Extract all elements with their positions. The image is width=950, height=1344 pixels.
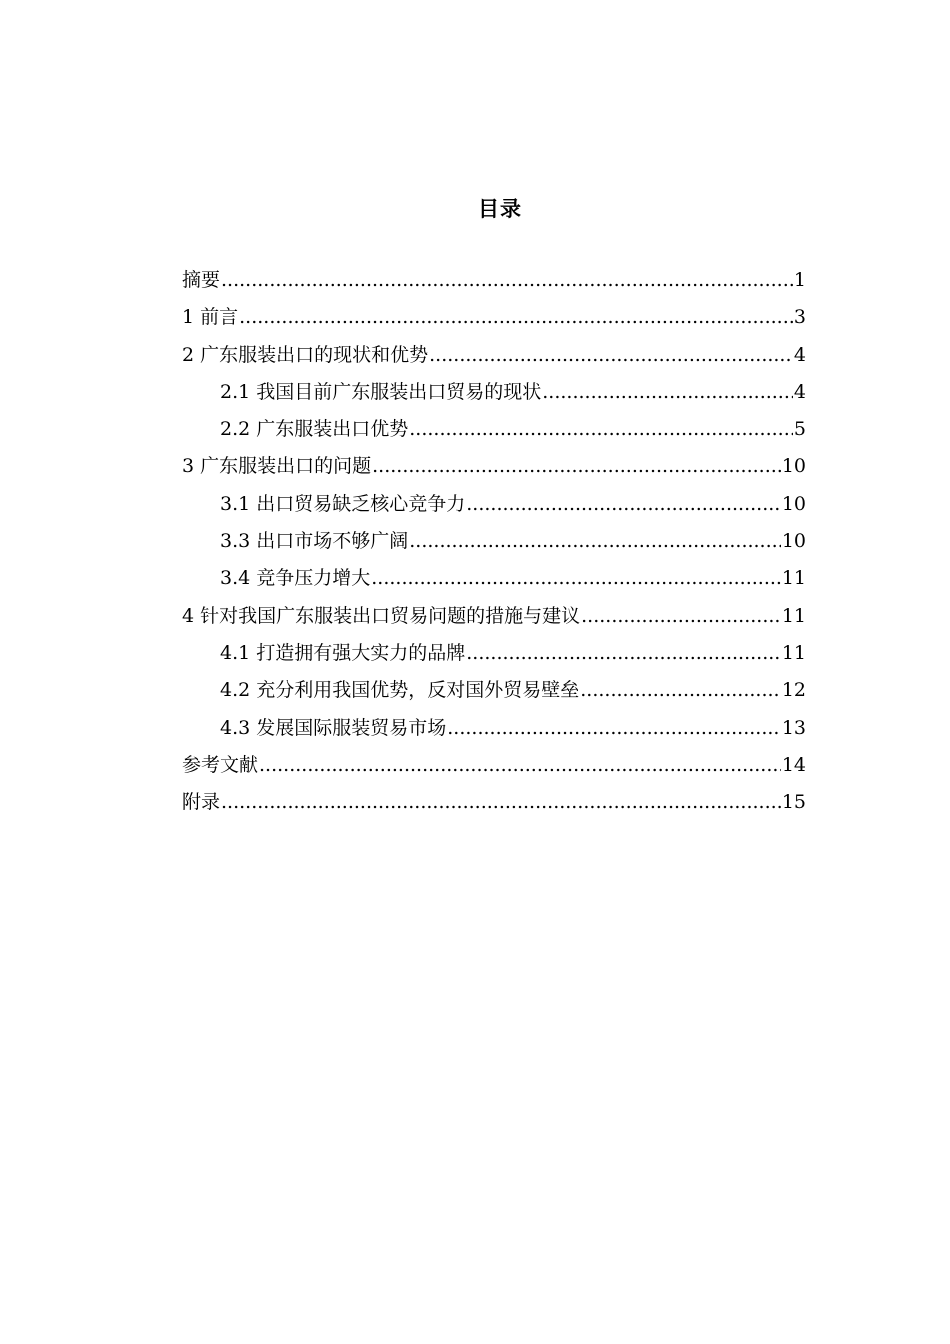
toc-dot-leader (409, 523, 781, 560)
toc-page-number: 4 (793, 343, 806, 366)
toc-entry-section-4-1[interactable] (182, 635, 806, 672)
toc-entry-section-4-3[interactable] (182, 710, 806, 747)
toc-page-number: 14 (781, 753, 806, 776)
toc-entry-section-3-1[interactable] (182, 486, 806, 523)
toc-entry-section-3[interactable] (182, 448, 806, 485)
toc-dot-leader (372, 448, 781, 485)
toc-entry-section-2-2[interactable] (182, 411, 806, 448)
toc-entry-section-2-1[interactable] (182, 374, 806, 411)
toc-entry-appendix[interactable] (182, 784, 806, 821)
toc-page-number: 11 (781, 641, 806, 664)
toc-page-number: 3 (793, 306, 806, 329)
toc-entry-text: 3.4 竞争压力增大 (220, 567, 371, 590)
toc-entry-text: 4.2 充分利用我国优势，反对国外贸易壁垒 (220, 679, 580, 702)
toc-entry-text: 2 广东服装出口的现状和优势 (182, 343, 429, 366)
toc-entry-text: 1 前言 (182, 306, 239, 329)
toc-page-number: 12 (781, 679, 806, 702)
toc-entry-text: 摘要 (182, 269, 221, 291)
toc-entry-abstract[interactable] (182, 262, 806, 299)
toc-entry-text: 4 针对我国广东服装出口贸易问题的措施与建议 (182, 604, 581, 627)
toc-entry-section-2[interactable] (182, 337, 806, 374)
toc-title: 目录 (478, 196, 522, 221)
toc-page-number: 15 (781, 791, 806, 814)
toc-page-number: 10 (781, 530, 806, 553)
toc-page-number: 4 (793, 380, 806, 403)
toc-entry-text: 3.3 出口市场不够广阔 (220, 530, 409, 553)
toc-page-number: 13 (781, 716, 806, 739)
toc-entry-section-3-4[interactable] (182, 560, 806, 597)
toc-entry-text: 参考文献 (182, 753, 259, 776)
table-of-contents (182, 262, 806, 821)
toc-page-number: 10 (781, 455, 806, 478)
toc-dot-leader (466, 635, 781, 672)
toc-dot-leader (221, 784, 781, 821)
toc-page-number: 10 (781, 492, 806, 515)
toc-entry-section-4-2[interactable] (182, 672, 806, 709)
toc-dot-leader (429, 337, 793, 374)
toc-entry-text: 3.1 出口贸易缺乏核心竞争力 (220, 492, 466, 515)
toc-page-number: 5 (793, 418, 806, 441)
toc-entry-references[interactable] (182, 747, 806, 784)
toc-entry-text: 2.2 广东服装出口优势 (220, 418, 409, 441)
toc-dot-leader (221, 262, 793, 299)
toc-dot-leader (581, 598, 781, 635)
toc-dot-leader (447, 710, 781, 747)
toc-entry-text: 4.3 发展国际服装贸易市场 (220, 716, 447, 739)
toc-dot-leader (542, 374, 793, 411)
toc-dot-leader (466, 486, 781, 523)
toc-dot-leader (259, 747, 781, 784)
toc-page-number: 11 (781, 567, 806, 590)
toc-dot-leader (409, 411, 793, 448)
toc-entry-text: 4.1 打造拥有强大实力的品牌 (220, 641, 466, 664)
toc-entry-section-3-3[interactable] (182, 523, 806, 560)
toc-dot-leader (239, 299, 793, 336)
toc-entry-section-4[interactable] (182, 598, 806, 635)
toc-entry-text: 附录 (182, 791, 221, 814)
toc-page-number: 1 (793, 269, 806, 291)
toc-dot-leader (371, 560, 781, 597)
toc-entry-text: 3 广东服装出口的问题 (182, 455, 372, 478)
toc-page-number: 11 (781, 604, 806, 627)
toc-entry-text: 2.1 我国目前广东服装出口贸易的现状 (220, 380, 542, 403)
toc-dot-leader (580, 672, 781, 709)
toc-entry-preface[interactable] (182, 299, 806, 336)
